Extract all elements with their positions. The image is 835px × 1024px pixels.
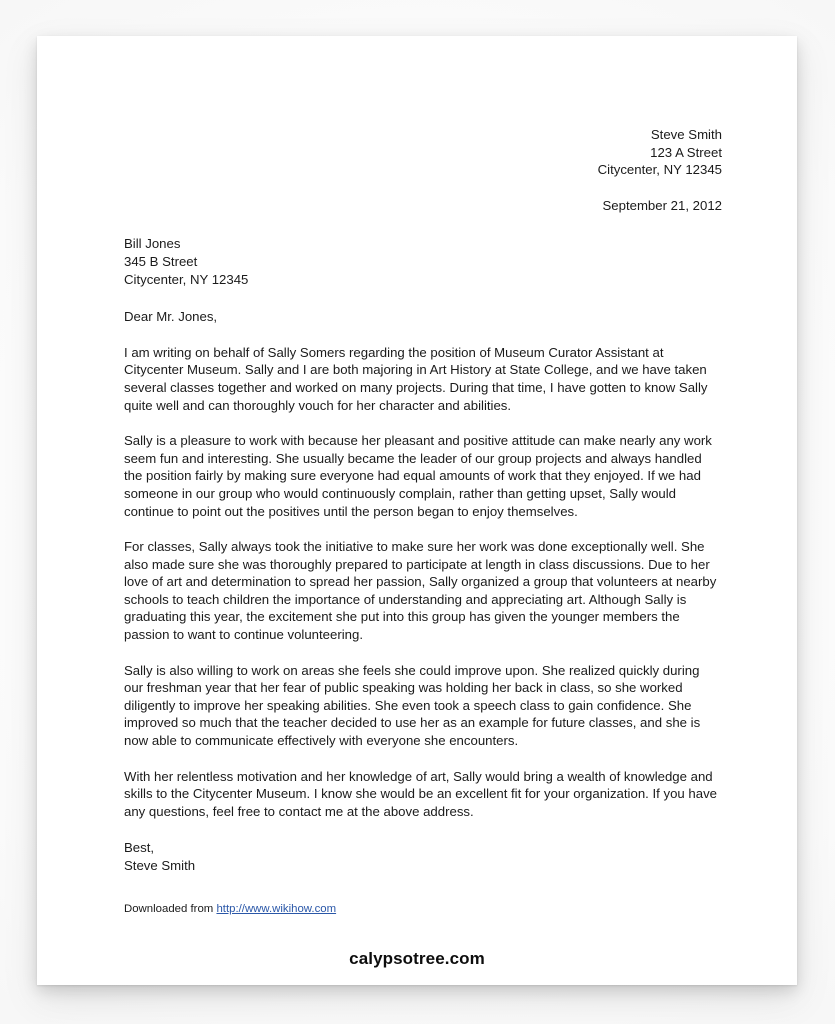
recipient-address-block <box>124 235 722 288</box>
site-watermark: calypsotree.com <box>349 949 485 968</box>
sender-name: Steve Smith <box>650 127 722 142</box>
salutation: Dear Mr. Jones, <box>124 309 218 325</box>
letter-page <box>37 36 797 985</box>
letter-date: September 21, 2012 <box>602 197 722 213</box>
recipient-city-state-zip: Citycenter, NY 12345 <box>124 271 249 287</box>
download-prefix-label: Downloaded from <box>124 902 217 915</box>
recipient-street: 345 B Street <box>124 253 198 269</box>
letter-body <box>124 36 722 917</box>
page-content-area <box>37 36 797 985</box>
sender-street: 123 A Street <box>650 144 722 160</box>
body-paragraph-2: Sally is a pleasure to work with because her pleasant and positive attitude can make nearly any work seem fun and interesting. She usually became the leader of our group projects and always handled the position fairly by making sure everyone had equal amounts of work that they enjoyed. If we had someone in our group who would continuously complain, rather than getting upset, Sally would continue to point out the positives until the person began to enjoy themselves. <box>124 433 712 519</box>
sender-city-state-zip: Citycenter, NY 12345 <box>597 162 722 178</box>
signature-name: Steve Smith <box>124 858 196 873</box>
valediction: Best, <box>124 840 155 856</box>
body-paragraph-4: Sally is also willing to work on areas she feels she could improve upon. She realized quickly during our freshman year that her fear of public speaking was holding her back in class, so she worked diligently to improve her speaking abilities. She even took a speech class to gain confidence. She improved so much that the teacher decided to use her as an example for future classes, and she is now able to communicate effectively with everyone she encounters. <box>124 662 701 749</box>
body-paragraph-5: With her relentless motivation and her knowledge of art, Sally would bring a wealth of knowledge and skills to the Citycenter Museum. I know she would be an excellent fit for your organization. If you have any questions, feel free to contact me at the above address. <box>124 768 717 819</box>
wikihow-link[interactable]: http://www.wikihow.com <box>216 902 337 915</box>
recipient-name: Bill Jones <box>124 236 181 252</box>
closing-block <box>124 839 722 874</box>
download-attribution <box>124 902 722 917</box>
body-paragraph-3: For classes, Sally always took the initiative to make sure her work was done exceptionally well. She also made sure she was thoroughly prepared to participate at length in class discussions. Due to her love of art and determination to spread her passion, Sally organized a group that volunteers at nearby schools to teach children the importance of understanding and appreciating art. Although Sally is graduating this year, the excitement she put into this group has given the younger members the passion to want to continue volunteering. <box>124 539 717 643</box>
body-paragraph-1: I am writing on behalf of Sally Somers regarding the position of Museum Curator Assistant at Citycenter Museum. Sally and I are both majoring in Art History at State College, and we have taken several classes together and worked on many projects. During that time, I have gotten to know Sally quite well and can thoroughly vouch for her character and abilities. <box>124 344 708 413</box>
sender-address-block <box>124 126 722 179</box>
